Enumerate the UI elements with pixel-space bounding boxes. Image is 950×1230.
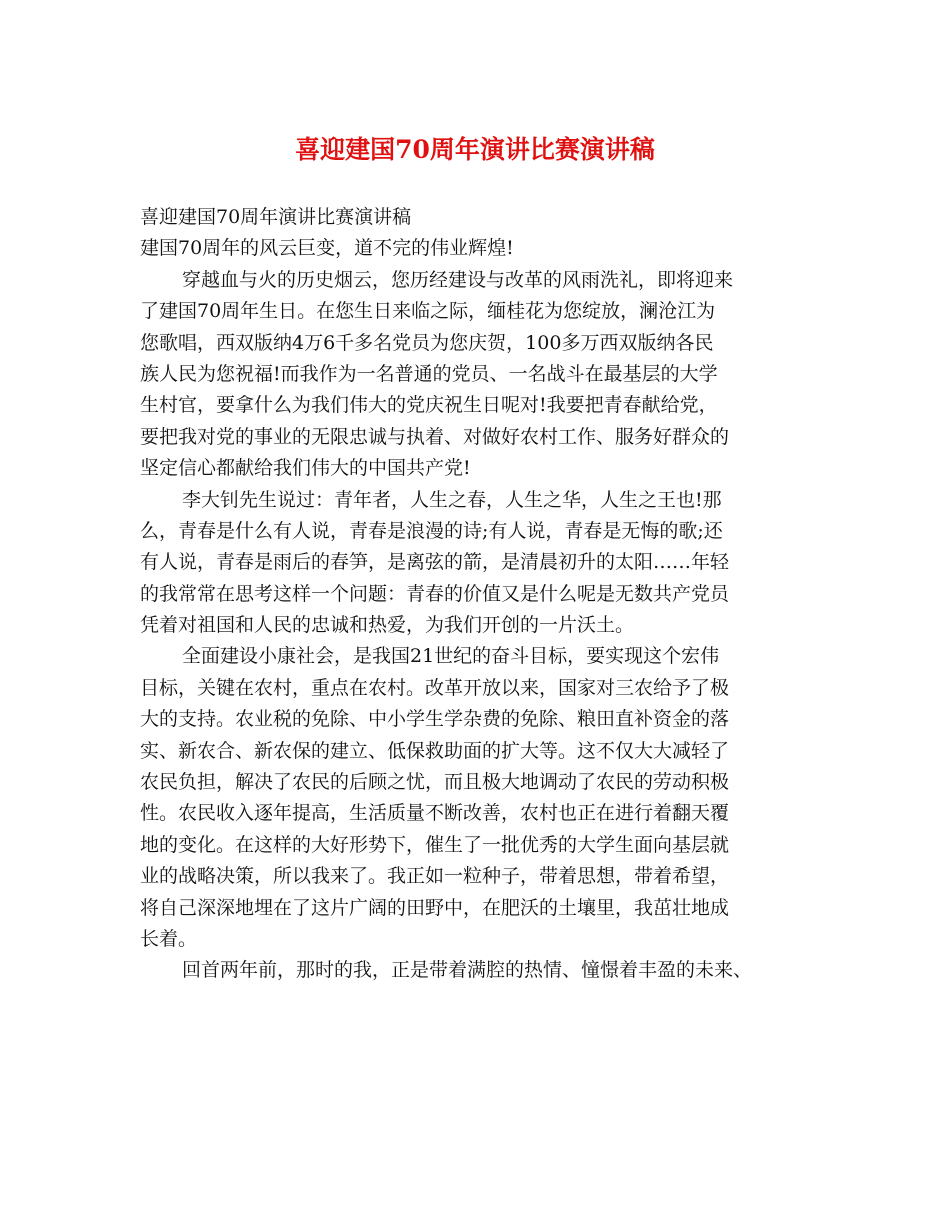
body-line: 将自己深深地埋在了这片广阔的田野中，在肥沃的土壤里，我茁壮地成 <box>140 896 730 919</box>
body-line: 大的支持。农业税的免除、中小学生学杂费的免除、粮田直补资金的落 <box>140 708 730 731</box>
body-line: 建国70周年的风云巨变，道不完的伟业辉煌! <box>140 237 514 260</box>
body-line: 穿越血与火的历史烟云，您历经建设与改革的风雨洗礼，即将迎来 <box>182 268 734 291</box>
body-line: 李大钊先生说过：青年者，人生之春，人生之华，人生之王也!那 <box>182 488 722 511</box>
body-line: 的我常常在思考这样一个问题：青春的价值又是什么呢是无数共产党员 <box>140 582 730 605</box>
body-line: 喜迎建国70周年演讲比赛演讲稿 <box>140 206 412 228</box>
body-line: 全面建设小康社会，是我国21世纪的奋斗目标，要实现这个宏伟 <box>182 645 720 668</box>
body-line: 要把我对党的事业的无限忠诚与执着、对做好农村工作、服务好群众的 <box>140 425 730 448</box>
body-line: 有人说，青春是雨后的春笋，是离弦的箭，是清晨初升的太阳……年轻 <box>140 551 730 574</box>
body-line: 目标，关键在农村，重点在农村。改革开放以来，国家对三农给予了极 <box>140 676 730 699</box>
body-line: 长着。 <box>140 927 198 950</box>
body-line: 您歌唱，西双版纳4万6千多名党员为您庆贺，100多万西双版纳各民 <box>140 331 714 354</box>
document-body <box>140 202 820 987</box>
body-line: 么，青春是什么有人说，青春是浪漫的诗;有人说，青春是无悔的歌;还 <box>140 519 723 542</box>
body-line: 族人民为您祝福!而我作为一名普通的党员、一名战斗在最基层的大学 <box>140 362 718 385</box>
body-line: 凭着对祖国和人民的忠诚和热爱，为我们开创的一片沃土。 <box>140 614 635 637</box>
body-line: 回首两年前，那时的我，正是带着满腔的热情、憧憬着丰盈的未来、 <box>182 959 753 982</box>
document-title: 喜迎建国70周年演讲比赛演讲稿 <box>295 135 655 164</box>
body-line: 生村官，要拿什么为我们伟大的党庆祝生日呢对!我要把青春献给党， <box>140 394 718 417</box>
body-line: 农民负担，解决了农民的后顾之忧，而且极大地调动了农民的劳动积极 <box>140 771 730 794</box>
body-line: 实、新农合、新农保的建立、低保救助面的扩大等。这不仅大大减轻了 <box>140 739 730 762</box>
body-line: 坚定信心都献给我们伟大的中国共产党! <box>140 457 471 480</box>
body-line: 性。农民收入逐年提高，生活质量不断改善，农村也正在进行着翻天覆 <box>140 802 730 825</box>
body-line: 业的战略决策，所以我来了。我正如一粒种子，带着思想，带着希望， <box>140 865 730 888</box>
body-line: 地的变化。在这样的大好形势下，催生了一批优秀的大学生面向基层就 <box>140 833 730 856</box>
body-line: 了建国70周年生日。在您生日来临之际，缅桂花为您绽放，澜沧江为 <box>140 300 716 323</box>
